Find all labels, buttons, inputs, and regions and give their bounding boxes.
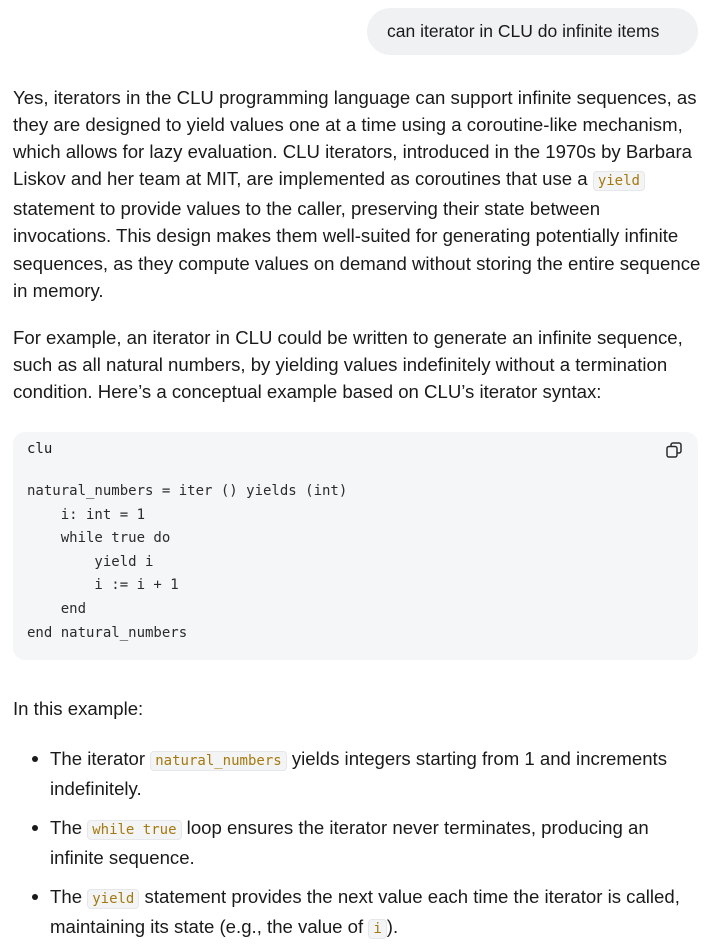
list-item-text: ). <box>386 916 399 938</box>
list-item <box>50 745 690 802</box>
list-item-text: The iterator <box>50 748 151 769</box>
list-item-text: The <box>50 817 88 838</box>
inline-code-i: i <box>368 919 386 939</box>
list-item-text: loop ensures the iterator never terminates, producing an infinite sequence. <box>50 817 649 869</box>
answer-paragraph-lead: In this example: <box>13 698 144 719</box>
code-language-label: clu <box>27 441 53 457</box>
paragraph-text: Yes, iterators in the CLU programming language can support infinite sequences, as they are designed to yield values one at a time using a coroutine-like mechanism, which allows for lazy evaluation. CLU iterators, introduced in the 1970s by Barbara Liskov and her team at MIT, are implemented as coroutines that use a <box>13 87 697 190</box>
inline-code-yield: yield <box>593 171 645 191</box>
copy-icon[interactable] <box>665 441 683 459</box>
user-message-bubble <box>367 8 698 55</box>
list-item <box>50 814 690 871</box>
code-block <box>13 432 698 660</box>
list-item-text: yields integers starting from 1 and increments indefinitely. <box>50 748 667 800</box>
answer-paragraph-intro <box>13 84 703 304</box>
inline-code-natural-numbers: natural_numbers <box>150 751 286 771</box>
list-item-text: statement provides the next value each time the iterator is called, maintaining its state (e.g., the value of <box>50 886 680 938</box>
answer-paragraph-example: For example, an iterator in CLU could be written to generate an infinite sequence, such as all natural numbers, by yielding values indefinitely without a termination condition. Here’s a conceptual example based on CLU’s iterator syntax: <box>13 327 683 403</box>
paragraph-text: statement to provide values to the caller, preserving their state between invocations. This design makes them well-suited for generating potentially infinite sequences, as they compute values on demand without storing the entire sequence in memory. <box>13 198 701 301</box>
list-item <box>50 883 690 943</box>
list-item-text: The <box>50 886 88 907</box>
code-content: natural_numbers = iter () yields (int) i: int = 1 while true do yield i i := i + 1 end end natural_numbers <box>27 483 348 641</box>
inline-code-while-true: while true <box>87 820 181 840</box>
user-message-text: can iterator in CLU do infinite items <box>387 21 660 41</box>
inline-code-yield: yield <box>87 889 139 909</box>
